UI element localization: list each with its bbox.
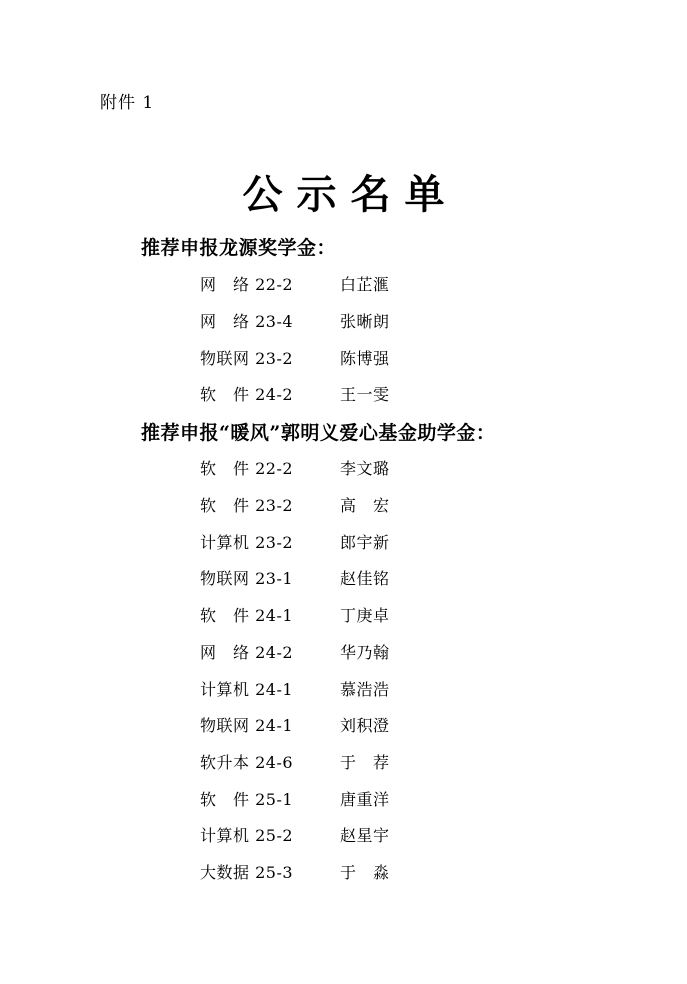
attachment-label: 附件 1 bbox=[100, 93, 155, 113]
student-name: 华乃翰 bbox=[340, 643, 390, 662]
class-label: 物联网 23-1 bbox=[200, 569, 294, 588]
class-label: 软 件 24-2 bbox=[200, 385, 294, 404]
student-name: 李文璐 bbox=[340, 459, 390, 478]
class-label: 网 络 23-4 bbox=[200, 312, 294, 331]
student-name: 张晰朗 bbox=[340, 312, 390, 331]
class-label: 网 络 24-2 bbox=[200, 643, 294, 662]
class-label: 网 络 22-2 bbox=[200, 275, 294, 294]
student-name: 于 荐 bbox=[340, 753, 390, 772]
student-name: 慕浩浩 bbox=[340, 680, 390, 699]
student-name: 赵星宇 bbox=[340, 826, 390, 845]
student-name: 陈博强 bbox=[340, 349, 390, 368]
class-label: 计算机 25-2 bbox=[200, 826, 294, 845]
section-heading-longyuan: 推荐申报龙源奖学金： bbox=[141, 237, 337, 259]
class-label: 计算机 23-2 bbox=[200, 533, 294, 552]
student-name: 于 淼 bbox=[340, 863, 390, 882]
section-heading-nuanfeng: 推荐申报“暖风”郭明义爱心基金助学金： bbox=[141, 422, 496, 444]
student-name: 王一雯 bbox=[340, 385, 390, 404]
page-title: 公示名单 bbox=[242, 171, 459, 218]
student-name: 唐重洋 bbox=[340, 790, 390, 809]
class-label: 物联网 24-1 bbox=[200, 716, 294, 735]
class-label: 软 件 23-2 bbox=[200, 496, 294, 515]
class-label: 软 件 24-1 bbox=[200, 606, 294, 625]
student-name: 刘积澄 bbox=[340, 716, 390, 735]
class-label: 大数据 25-3 bbox=[200, 863, 294, 882]
class-label: 软 件 25-1 bbox=[200, 790, 294, 809]
class-label: 软升本 24-6 bbox=[200, 753, 294, 772]
class-label: 软 件 22-2 bbox=[200, 459, 294, 478]
class-label: 计算机 24-1 bbox=[200, 680, 294, 699]
student-name: 高 宏 bbox=[340, 496, 390, 515]
class-label: 物联网 23-2 bbox=[200, 349, 294, 368]
student-name: 白芷滙 bbox=[340, 275, 390, 294]
student-name: 丁庚卓 bbox=[340, 606, 390, 625]
student-name: 郎宇新 bbox=[340, 533, 390, 552]
student-name: 赵佳铭 bbox=[340, 569, 390, 588]
